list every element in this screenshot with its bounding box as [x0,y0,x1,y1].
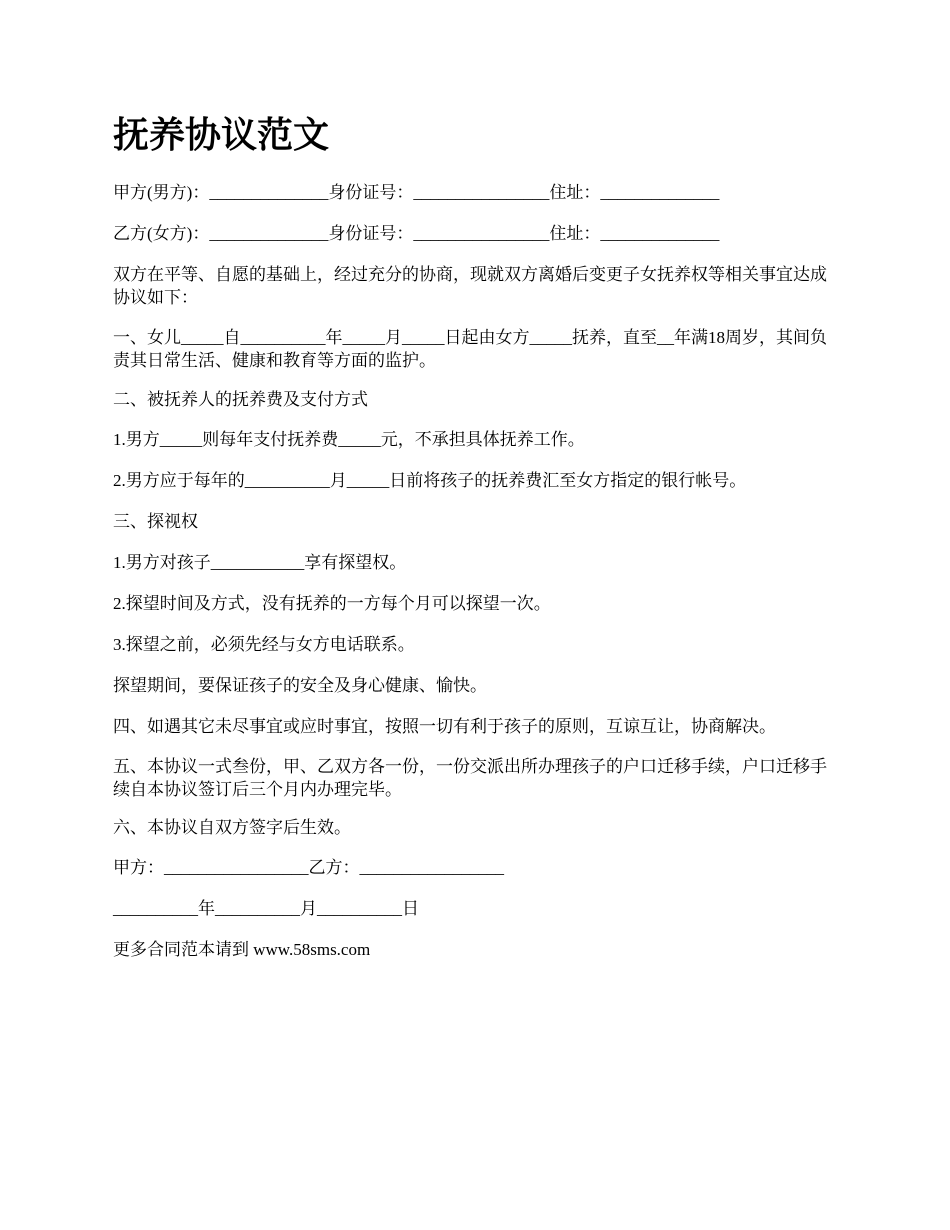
clause-1-custody: 一、女儿_____自__________年_____月_____日起由女方_____抚养，直至__年满18周岁，其间负责其日常生活、健康和教育等方面的监护。 [113,328,827,370]
clause-2-item-2: 2.男方应于每年的__________月_____日前将孩子的抚养费汇至女方指定的银行帐号。 [113,471,747,490]
document-title: 抚养协议范文 [113,115,330,155]
clause-3-item-3: 3.探望之前，必须先经与女方电话联系。 [113,635,415,654]
clause-2-item-1: 1.男方_____则每年支付抚养费_____元，不承担具体抚养工作。 [113,430,585,449]
clause-6: 六、本协议自双方签字后生效。 [113,818,351,837]
clause-3-item-2: 2.探望时间及方式，没有抚养的一方每个月可以探望一次。 [113,594,551,613]
party-b-info: 乙方(女方)：______________身份证号：________________住址：______________ [113,224,720,243]
footer-note: 更多合同范本请到 www.58sms.com [113,940,371,959]
preamble-paragraph: 双方在平等、自愿的基础上，经过充分的协商，现就双方离婚后变更子女抚养权等相关事宜达成协议如下： [113,265,827,307]
clause-5: 五、本协议一式叁份，甲、乙双方各一份，一份交派出所办理孩子的户口迁移手续，户口迁移手续自本协议签订后三个月内办理完毕。 [113,757,827,799]
clause-3-item-1: 1.男方对孩子___________享有探望权。 [113,553,407,572]
clause-3-heading: 三、探视权 [113,512,198,531]
date-line: __________年__________月__________日 [113,899,419,918]
clause-2-heading: 二、被抚养人的抚养费及支付方式 [113,390,368,409]
clause-4: 四、如遇其它未尽事宜或应时事宜，按照一切有利于孩子的原则，互谅互让，协商解决。 [113,717,776,736]
visitation-note: 探望期间，要保证孩子的安全及身心健康、愉快。 [113,676,487,695]
party-a-info: 甲方(男方)：______________身份证号：________________住址：______________ [113,183,720,202]
signature-line: 甲方：_________________乙方：_________________ [113,858,504,877]
